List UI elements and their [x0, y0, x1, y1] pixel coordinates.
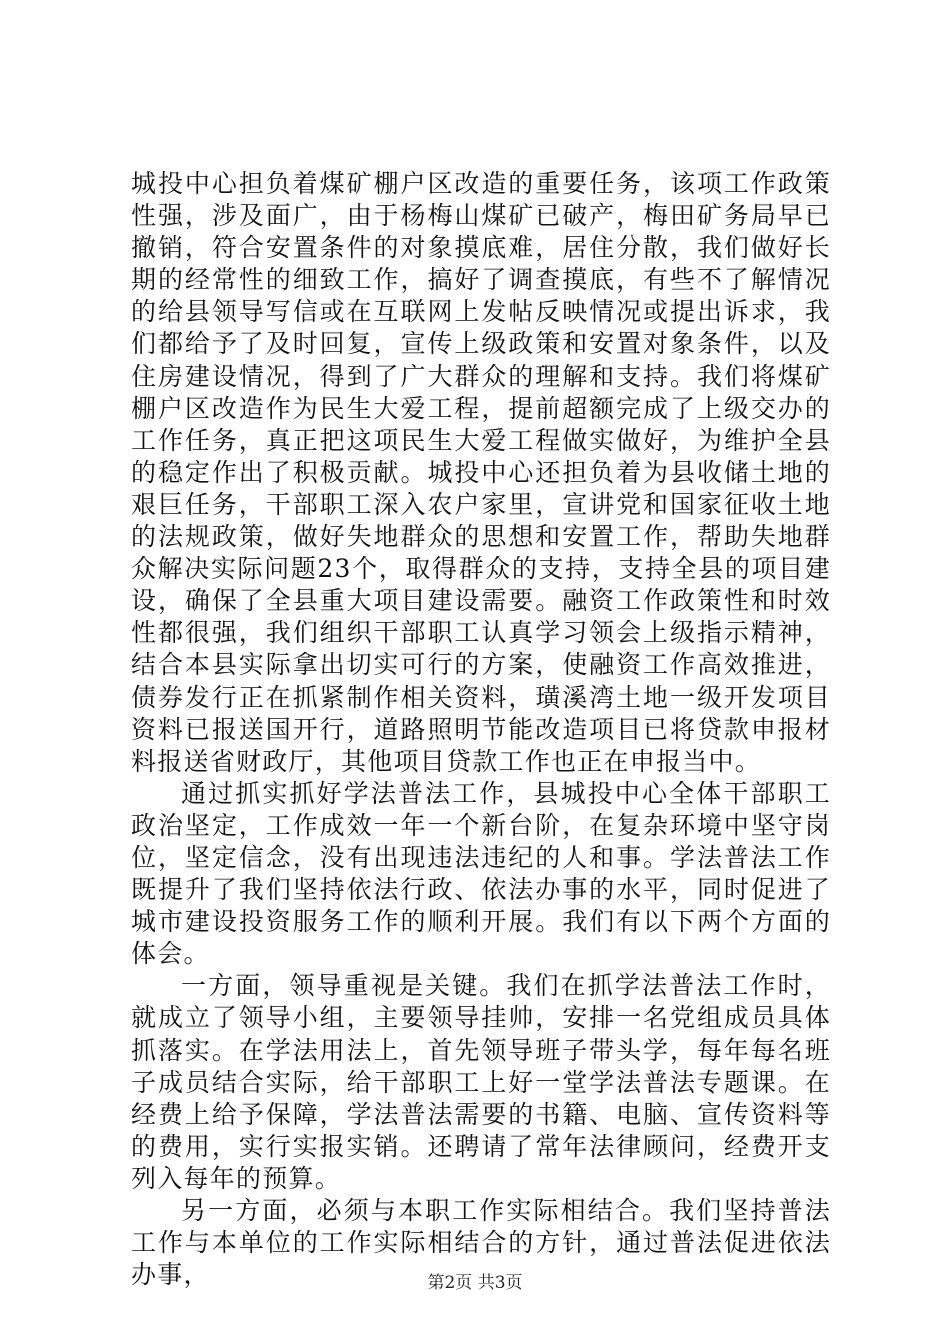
paragraph-1: 城投中心担负着煤矿棚户区改造的重要任务，该项工作政策性强，涉及面广，由于杨梅山煤矿已破产，梅田矿务局早已撤销，符合安置条件的对象摸底难，居住分散，我们做好长期的经常性的细致工作，搞好了调查摸底，有些不了解情况的给县领导写信或在互联网上发帖反映情况或提出诉求，我们都给予了及时回复，宣传上级政策和安置对象条件，以及住房建设情况，得到了广大群众的理解和支持。我们将煤矿棚户区改造作为民生大爱工程，提前超额完成了上级交办的工作任务，真正把这项民生大爱工程做实做好，为维护全县的稳定作出了积极贡献。城投中心还担负着为县收储土地的艰巨任务，干部职工深入农户家里，宣讲党和国家征收土地的法规政策，做好失地群众的思想和安置工作，帮助失地群众解决实际问题23个，取得群众的支持，支持全县的项目建设，确保了全县重大项目建设需要。融资工作政策性和时效性都很强，我们组织干部职工认真学习领会上级指示精神，结合本县实际拿出切实可行的方案，使融资工作高效推进，债券发行正在抓紧制作相关资料，璜溪湾土地一级开发项目资料已报送国开行，道路照明节能改造项目已将贷款申报材料报送省财政厅，其他项目贷款工作也正在申报当中。 [131, 169, 831, 776]
paragraph-3: 一方面，领导重视是关键。我们在抓学法普法工作时，就成立了领导小组，主要领导挂帅，安排一名党组成员具体抓落实。在学法用法上，首先领导班子带头学，每年每名班子成员结合实际，给干部职工上好一堂学法普法专题课。在经费上给予保障，学法普法需要的书籍、电脑、宣传资料等的费用，实行实报实销。还聘请了常年法律顾问，经费开支列入每年的预算。 [131, 971, 831, 1193]
paragraph-4: 另一方面，必须与本职工作实际相结合。我们坚持普法工作与本单位的工作实际相结合的方针，通过普法促进依法办事， [131, 1196, 831, 1290]
paragraph-2: 通过抓实抓好学法普法工作，县城投中心全体干部职工政治坚定，工作成效一年一个新台阶，在复杂环境中坚守岗位，坚定信念，没有出现违法违纪的人和事。学法普法工作既提升了我们坚持依法行政、依法办事的水平，同时促进了城市建设投资服务工作的顺利开展。我们有以下两个方面的体会。 [131, 778, 831, 969]
page-footer: 第2页 共3页 [427, 1273, 523, 1293]
document-body [131, 168, 831, 1291]
